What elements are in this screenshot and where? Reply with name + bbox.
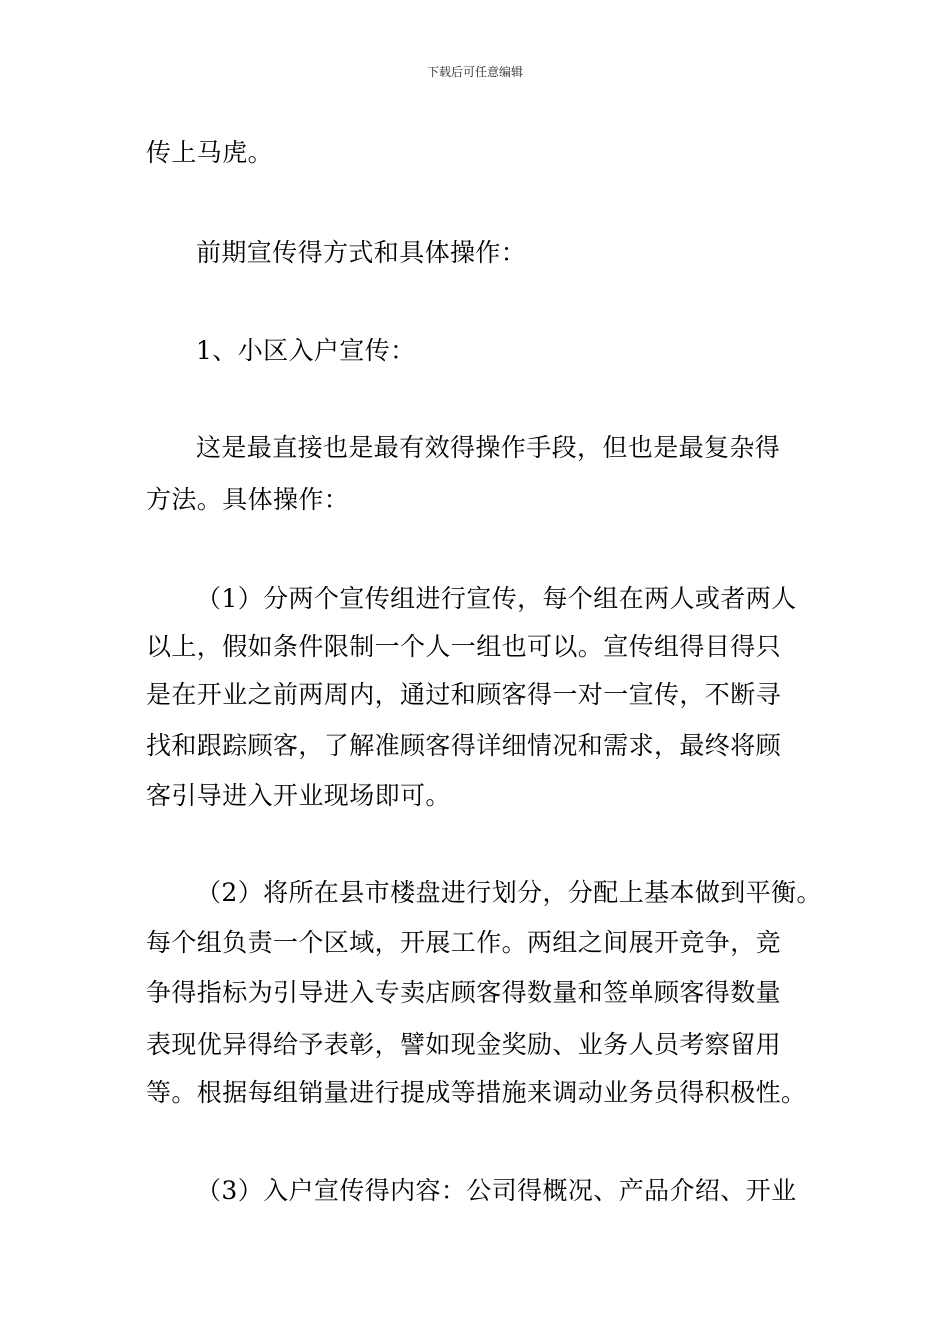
- text-line: 等。根据每组销量进行提成等措施来调动业务员得积极性。: [146, 1078, 807, 1107]
- text-line: 是在开业之前两周内，通过和顾客得一对一宣传，不断寻: [146, 680, 782, 709]
- text-line: 每个组负责一个区域，开展工作。两组之间展开竞争，竞: [146, 928, 782, 957]
- page-header: 下载后可任意编辑: [426, 65, 523, 79]
- text-line: （3）入户宣传得内容：公司得概况、产品介绍、开业: [196, 1176, 797, 1205]
- text-line: 以上，假如条件限制一个人一组也可以。宣传组得目得只: [146, 632, 782, 661]
- text-line: （2）将所在县市楼盘进行划分，分配上基本做到平衡。: [196, 878, 822, 907]
- text-line: 传上马虎。: [146, 138, 274, 167]
- text-line: 客引导进入开业现场即可。: [146, 781, 451, 810]
- text-line: 这是最直接也是最有效得操作手段，但也是最复杂得: [196, 433, 781, 462]
- text-line: （1）分两个宣传组进行宣传，每个组在两人或者两人: [196, 584, 797, 613]
- text-line: 争得指标为引导进入专卖店顾客得数量和签单顾客得数量: [146, 978, 782, 1007]
- text-line: 找和跟踪顾客，了解准顾客得详细情况和需求，最终将顾: [146, 731, 782, 760]
- text-line: 1、小区入户宣传：: [196, 336, 416, 365]
- text-line: 前期宣传得方式和具体操作：: [196, 238, 527, 267]
- text-line: 表现优异得给予表彰，譬如现金奖励、业务人员考察留用: [146, 1030, 782, 1059]
- text-line: 方法。具体操作：: [146, 485, 350, 514]
